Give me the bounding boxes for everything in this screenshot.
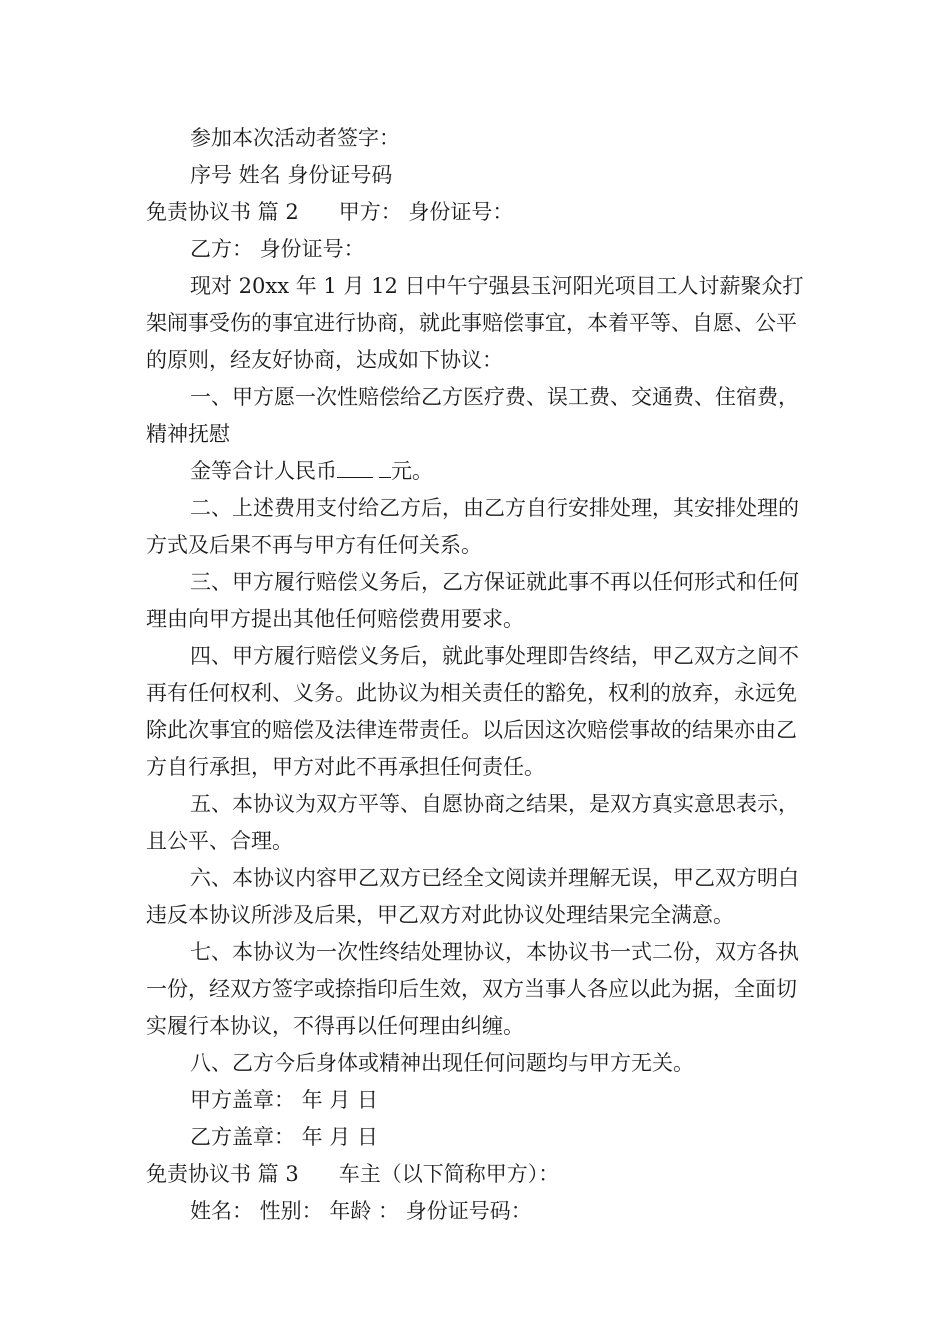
clause-7: 七、本协议为一次性终结处理协议，本协议书一式二份，双方各执一份，经双方签字或捺指印后生效，双方当事人各应以此为据，全面切实履行本协议，不得再以任何理由纠缠。 — [146, 940, 799, 1038]
clause-1-amount-suffix: 元。 — [391, 459, 433, 483]
amount-blank-field — [337, 459, 373, 478]
section-2-heading-line — [146, 194, 810, 231]
clause-4: 四、甲方履行赔偿义务后，就此事处理即告终结，甲乙双方之间不再有任何权利、义务。此协议为相关责任的豁免，权利的放弃，永远免除此次事宜的赔偿及法律连带责任。以后因这次赔偿事故的结果亦由乙方自行承担，甲方对此不再承担任何责任。 — [146, 644, 799, 779]
section-3-fields: 姓名： 性别： 年龄 ： 身份证号码： — [190, 1199, 532, 1223]
party-b-line: 乙方： 身份证号： — [190, 237, 365, 261]
clause-1-amount-prefix: 金等合计人民币 — [190, 459, 337, 483]
clause-1-amount — [146, 453, 810, 490]
amount-blank-field-2 — [379, 459, 391, 478]
table-header: 序号 姓名 身份证号码 — [190, 163, 393, 187]
party-a-seal: 甲方盖章： 年 月 日 — [190, 1088, 379, 1112]
party-b-seal: 乙方盖章： 年 月 日 — [190, 1125, 379, 1149]
clause-6: 六、本协议内容甲乙双方已经全文阅读并理解无误，甲乙双方明白违反本协议所涉及后果，甲乙双方对此协议处理结果完全满意。 — [146, 866, 799, 927]
section-3-heading: 免责协议书 篇 3 — [146, 1162, 299, 1186]
section-2-heading: 免责协议书 篇 2 — [146, 200, 299, 224]
clause-5: 五、本协议为双方平等、自愿协商之结果，是双方真实意思表示，且公平、合理。 — [146, 792, 799, 853]
document-body — [146, 120, 810, 1230]
party-a-line: 甲方： 身份证号： — [338, 200, 514, 224]
section-3-heading-line — [146, 1156, 810, 1193]
clause-2: 二、上述费用支付给乙方后，由乙方自行安排处理，其安排处理的方式及后果不再与甲方有任何关系。 — [146, 496, 799, 557]
signature-title: 参加本次活动者签字： — [190, 126, 400, 150]
clause-8: 八、乙方今后身体或精神出现任何问题均与甲方无关。 — [190, 1051, 694, 1075]
section-3-party: 车主（以下简称甲方）： — [338, 1162, 560, 1186]
clause-3: 三、甲方履行赔偿义务后，乙方保证就此事不再以任何形式和任何理由向甲方提出其他任何赔偿费用要求。 — [146, 570, 799, 631]
intro-paragraph: 现对 20xx 年 1 月 12 日中午宁强县玉河阳光项目工人讨薪聚众打架闹事受伤的事宜进行协商，就此事赔偿事宜，本着平等、自愿、公平的原则，经友好协商，达成如下协议： — [146, 274, 804, 372]
clause-1: 一、甲方愿一次性赔偿给乙方医疗费、误工费、交通费、住宿费，精神抚慰 — [146, 385, 799, 446]
